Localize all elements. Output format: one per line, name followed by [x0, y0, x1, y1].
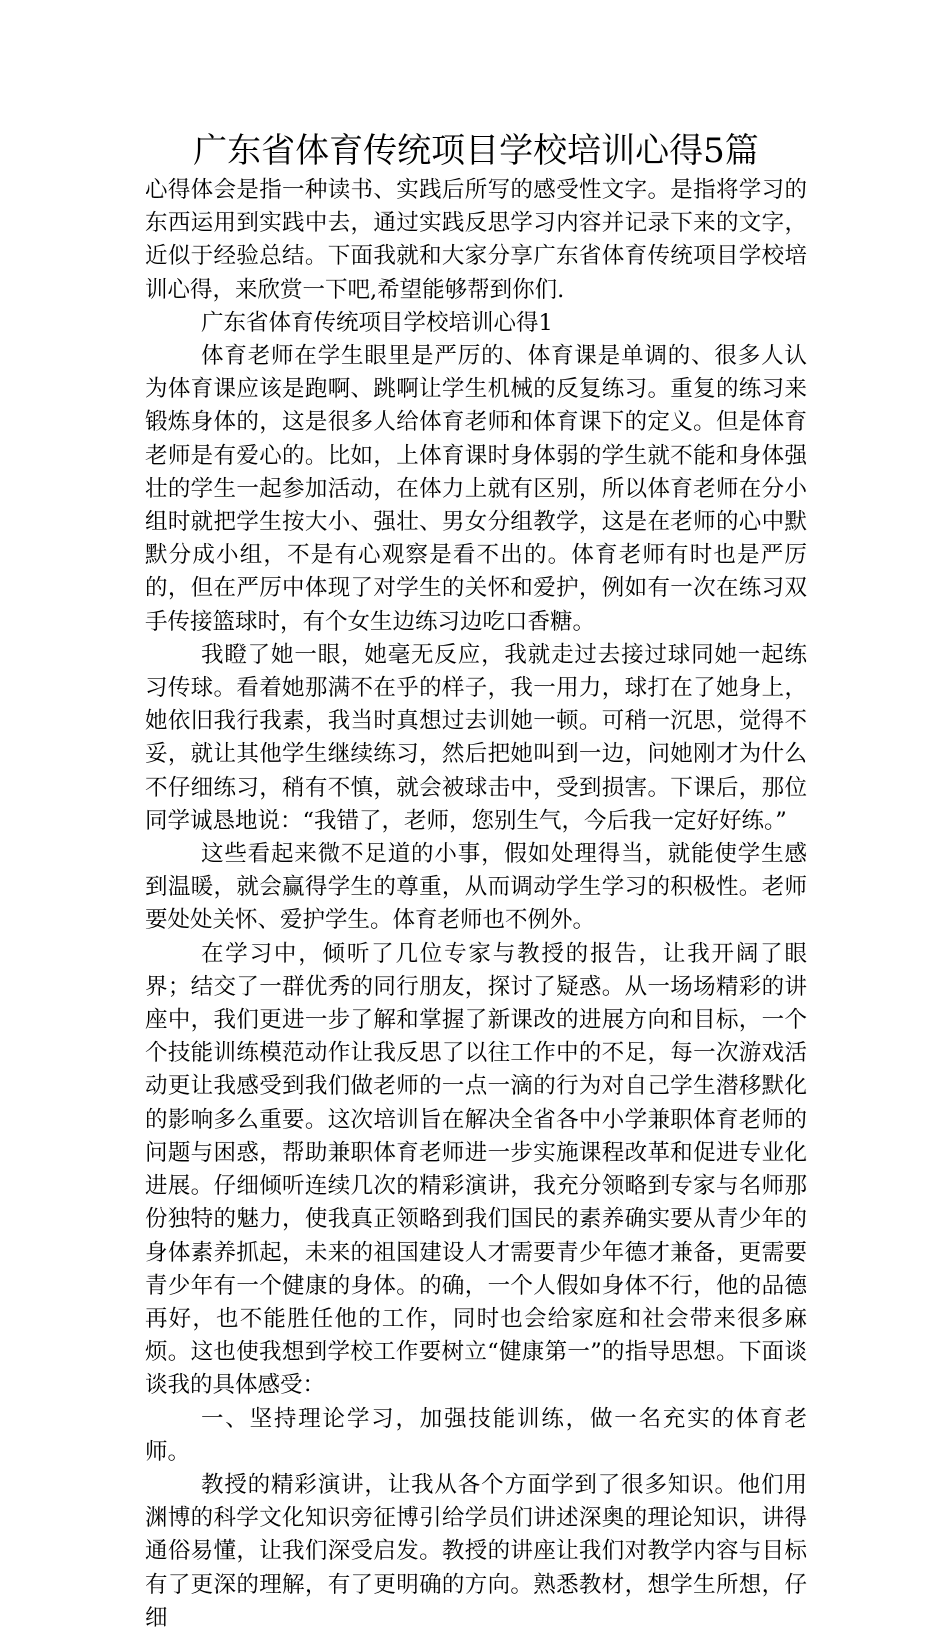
paragraph: 我瞪了她一眼，她毫无反应，我就走过去接过球同她一起练习传球。看着她那满不在乎的样子，我一用力，球打在了她身上，她依旧我行我素，我当时真想过去训她一顿。可稍一沉思，觉得不妥，就让其他学生继续练习，然后把她叫到一边，问她刚才为什么不仔细练习，稍有不慎，就会被球击中，受到损害。下课后，那位同学诚恳地说：“我错了，老师，您别生气，今后我一定好好练。” [145, 641, 807, 834]
paragraph-intro: 心得体会是指一种读书、实践后所写的感受性文字。是指将学习的东西运用到实践中去，通过实践反思学习内容并记录下来的文字，近似于经验总结。下面我就和大家分享广东省体育传统项目学校培训心得，来欣赏一下吧,希望能够帮到你们. [145, 177, 807, 303]
paragraph: 体育老师在学生眼里是严厉的、体育课是单调的、很多人认为体育课应该是跑啊、跳啊让学生机械的反复练习。重复的练习来锻炼身体的，这是很多人给体育老师和体育课下的定义。但是体育老师是有爱心的。比如，上体育课时身体弱的学生就不能和身体强壮的学生一起参加活动，在体力上就有区别，所以体育老师在分小组时就把学生按大小、强壮、男女分组教学，这是在老师的心中默默分成小组，不是有心观察是看不出的。体育老师有时也是严厉的，但在严厉中体现了对学生的关怀和爱护，例如有一次在练习双手传接篮球时，有个女生边练习边吃口香糖。 [145, 343, 807, 635]
paragraph: 这些看起来微不足道的小事，假如处理得当，就能使学生感到温暖，就会赢得学生的尊重，从而调动学生学习的积极性。老师要处处关怀、爱护学生。体育老师也不例外。 [145, 841, 807, 934]
subheading: 一、坚持理论学习，加强技能训练，做一名充实的体育老师。 [145, 1405, 807, 1465]
document-title: 广东省体育传统项目学校培训心得5篇 [193, 131, 759, 171]
document-page [145, 128, 807, 1635]
document-body [145, 174, 807, 1635]
paragraph: 教授的精彩演讲，让我从各个方面学到了很多知识。他们用渊博的科学文化知识旁征博引给学员们讲述深奥的理论知识，讲得通俗易懂，让我们深受启发。教授的讲座让我们对教学内容与目标有了更深的理解，有了更明确的方向。熟悉教材，想学生所想，仔细 [145, 1471, 807, 1631]
paragraph: 在学习中，倾听了几位专家与教授的报告，让我开阔了眼界；结交了一群优秀的同行朋友，探讨了疑惑。从一场场精彩的讲座中，我们更进一步了解和掌握了新课改的进展方向和目标，一个个技能训练模范动作让我反思了以往工作中的不足，每一次游戏活动更让我感受到我们做老师的一点一滴的行为对自己学生潜移默化的影响多么重要。这次培训旨在解决全省各中小学兼职体育老师的问题与困惑，帮助兼职体育老师进一步实施课程改革和促进专业化进展。仔细倾听连续几次的精彩演讲，我充分领略到专家与名师那份独特的魅力，使我真正领略到我们国民的素养确实要从青少年的身体素养抓起，未来的祖国建设人才需要青少年德才兼备，更需要青少年有一个健康的身体。的确，一个人假如身体不行，他的品德再好，也不能胜任他的工作，同时也会给家庭和社会带来很多麻烦。这也使我想到学校工作要树立“健康第一”的指导思想。下面谈谈我的具体感受： [145, 940, 807, 1399]
section-heading: 广东省体育传统项目学校培训心得1 [201, 309, 553, 336]
